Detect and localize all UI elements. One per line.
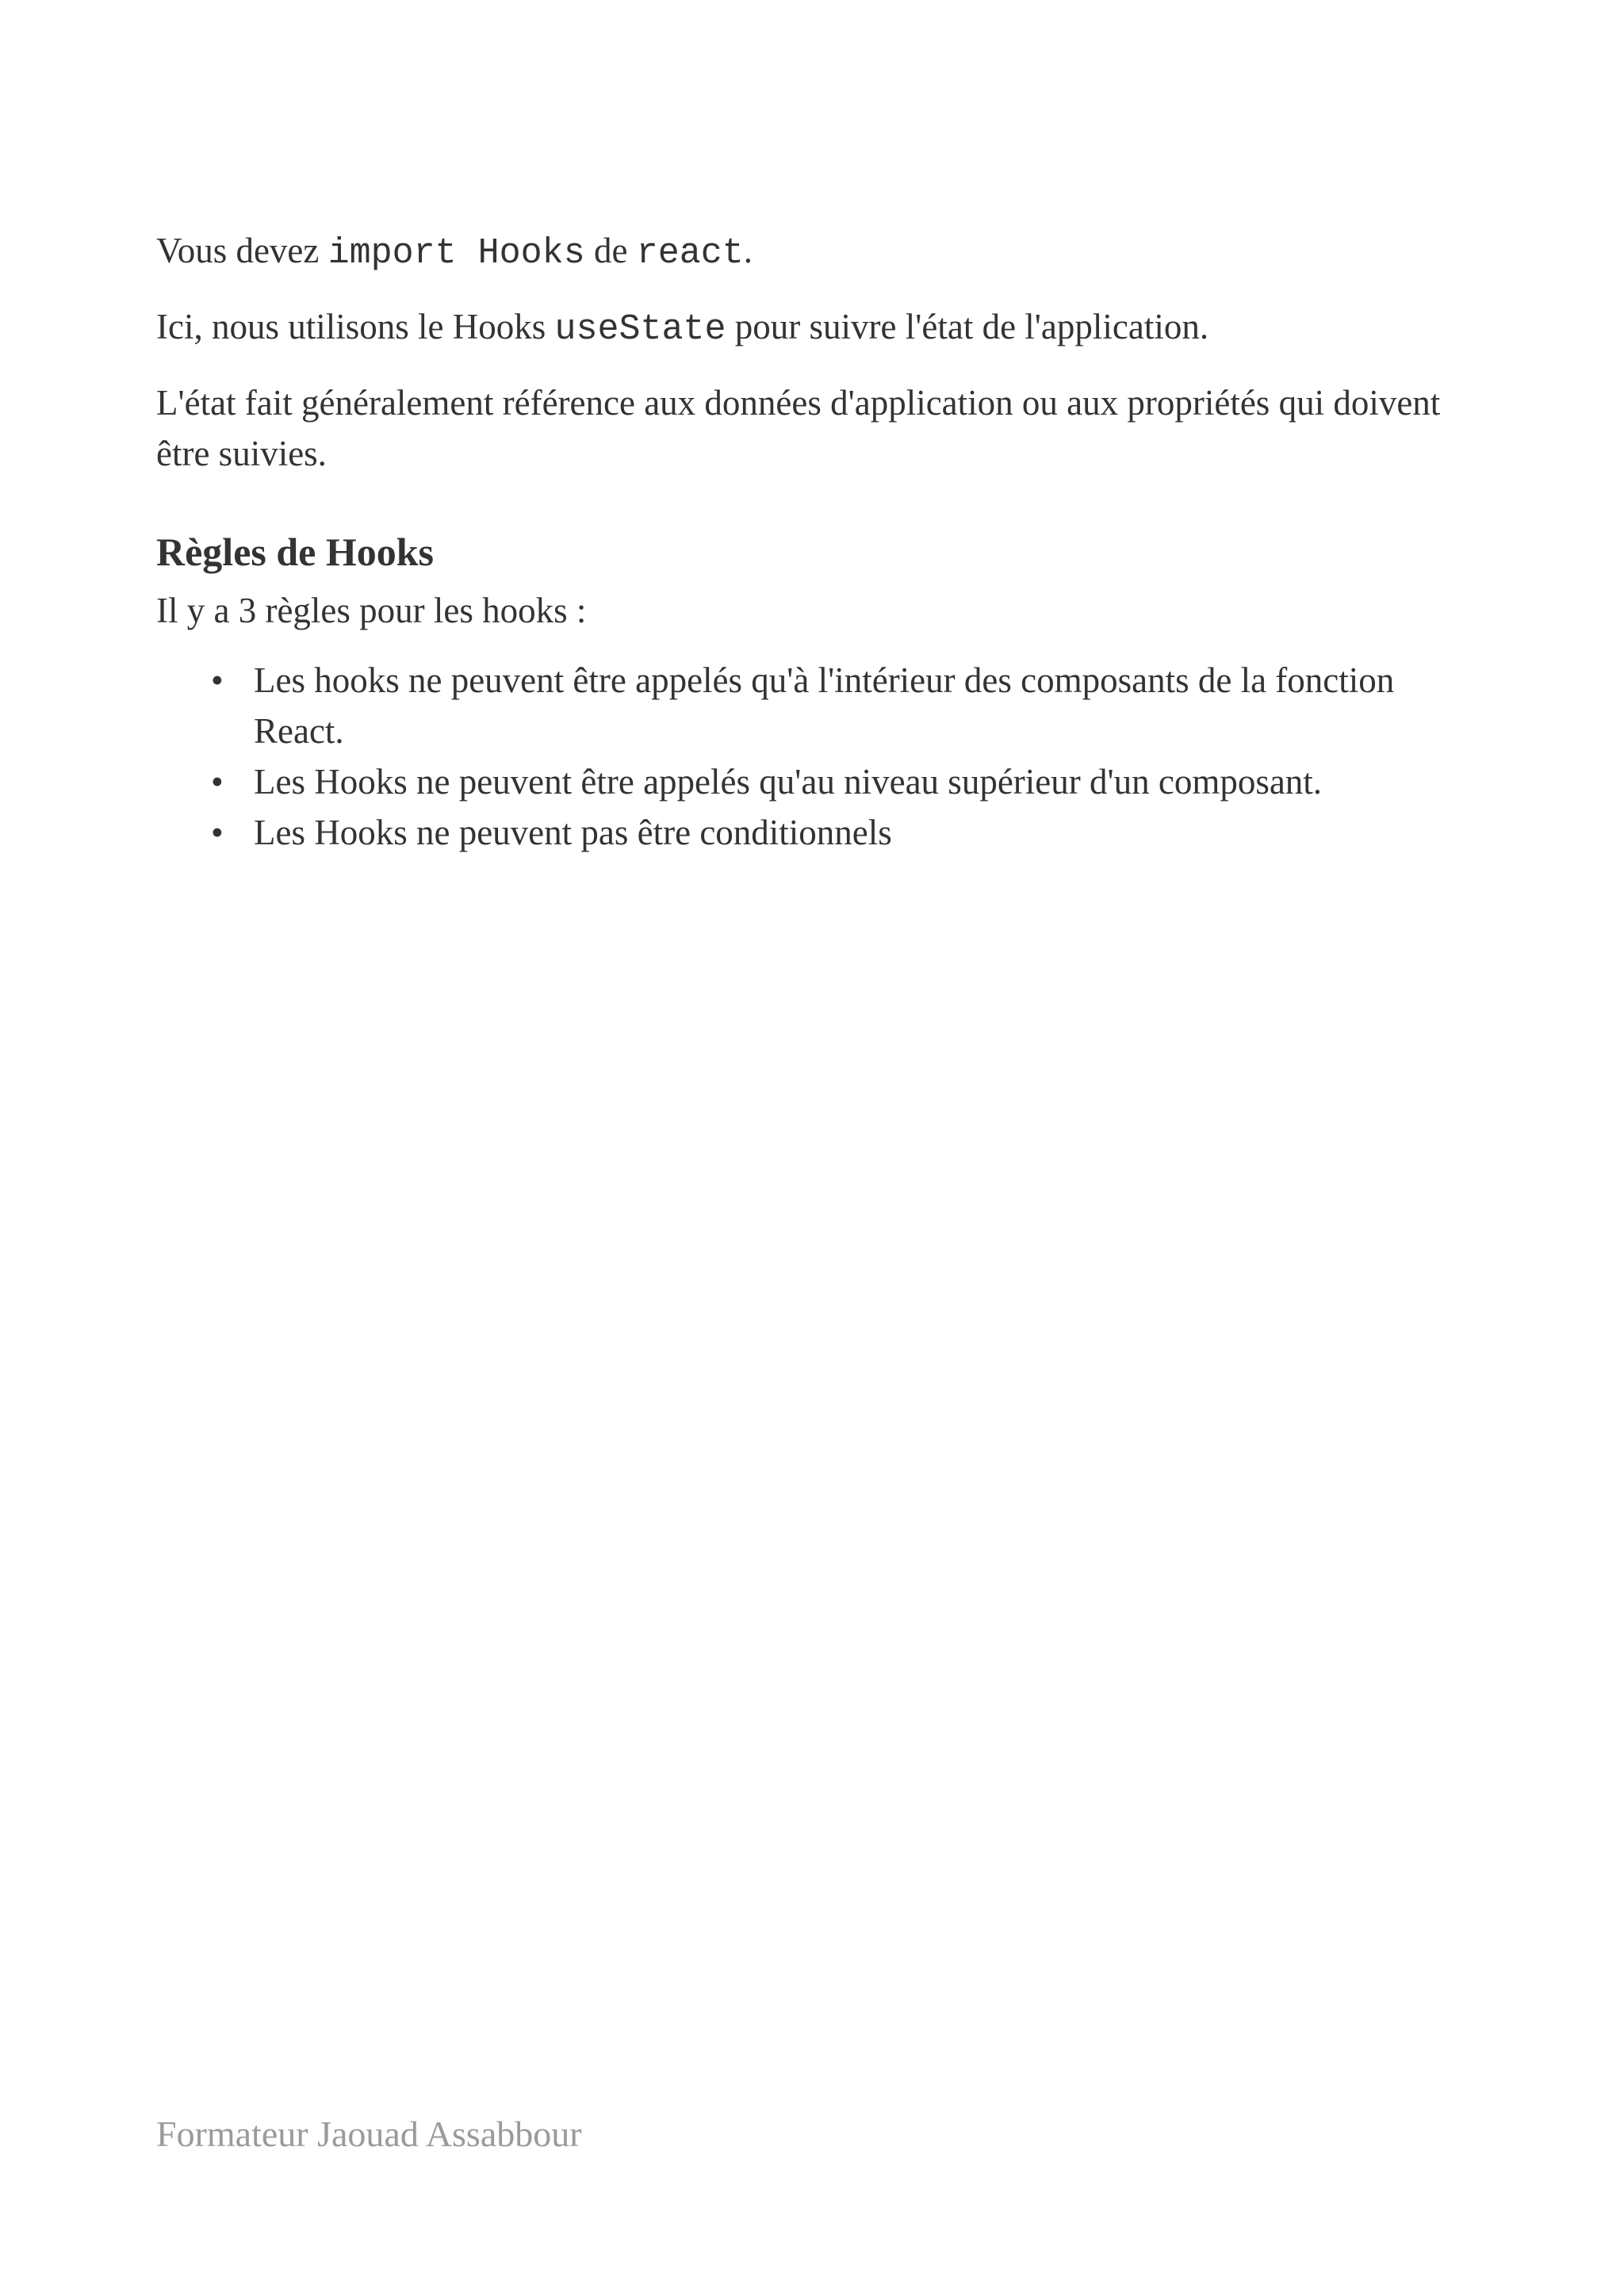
list-item [211, 756, 1473, 807]
paragraph-usestate [156, 301, 1473, 355]
page-footer: Formateur Jaouad Assabbour [156, 2114, 582, 2154]
paragraph-text: . [743, 231, 753, 270]
list-item-text: Les Hooks ne peuvent pas être conditionnels [254, 813, 892, 852]
list-item [211, 655, 1473, 756]
inline-code: react [636, 233, 744, 274]
section-heading: Règles de Hooks [156, 530, 434, 574]
paragraph-state-definition: L'état fait généralement référence aux données d'application ou aux propriétés qui doivent être suivies. [156, 383, 1441, 473]
bullet-icon: • [211, 762, 224, 802]
inline-code: import Hooks [327, 233, 585, 274]
section-intro: Il y a 3 règles pour les hooks : [156, 591, 587, 630]
list-item [211, 807, 1473, 858]
list-item-text: Les Hooks ne peuvent être appelés qu'au niveau supérieur d'un composant. [254, 762, 1323, 802]
inline-code: useState [554, 309, 726, 350]
paragraph-import [156, 225, 1473, 279]
list-item-text: Les hooks ne peuvent être appelés qu'à l'intérieur des composants de la fonction React. [254, 660, 1395, 751]
bullet-icon: • [211, 813, 224, 852]
paragraph-text: Ici, nous utilisons le Hooks [156, 307, 555, 346]
paragraph-text: pour suivre l'état de l'application. [726, 307, 1209, 346]
bullet-icon: • [211, 660, 224, 700]
page-content [156, 225, 1473, 858]
rules-list [156, 655, 1473, 858]
paragraph-text: Vous devez [156, 231, 328, 270]
paragraph-text: de [584, 231, 637, 270]
